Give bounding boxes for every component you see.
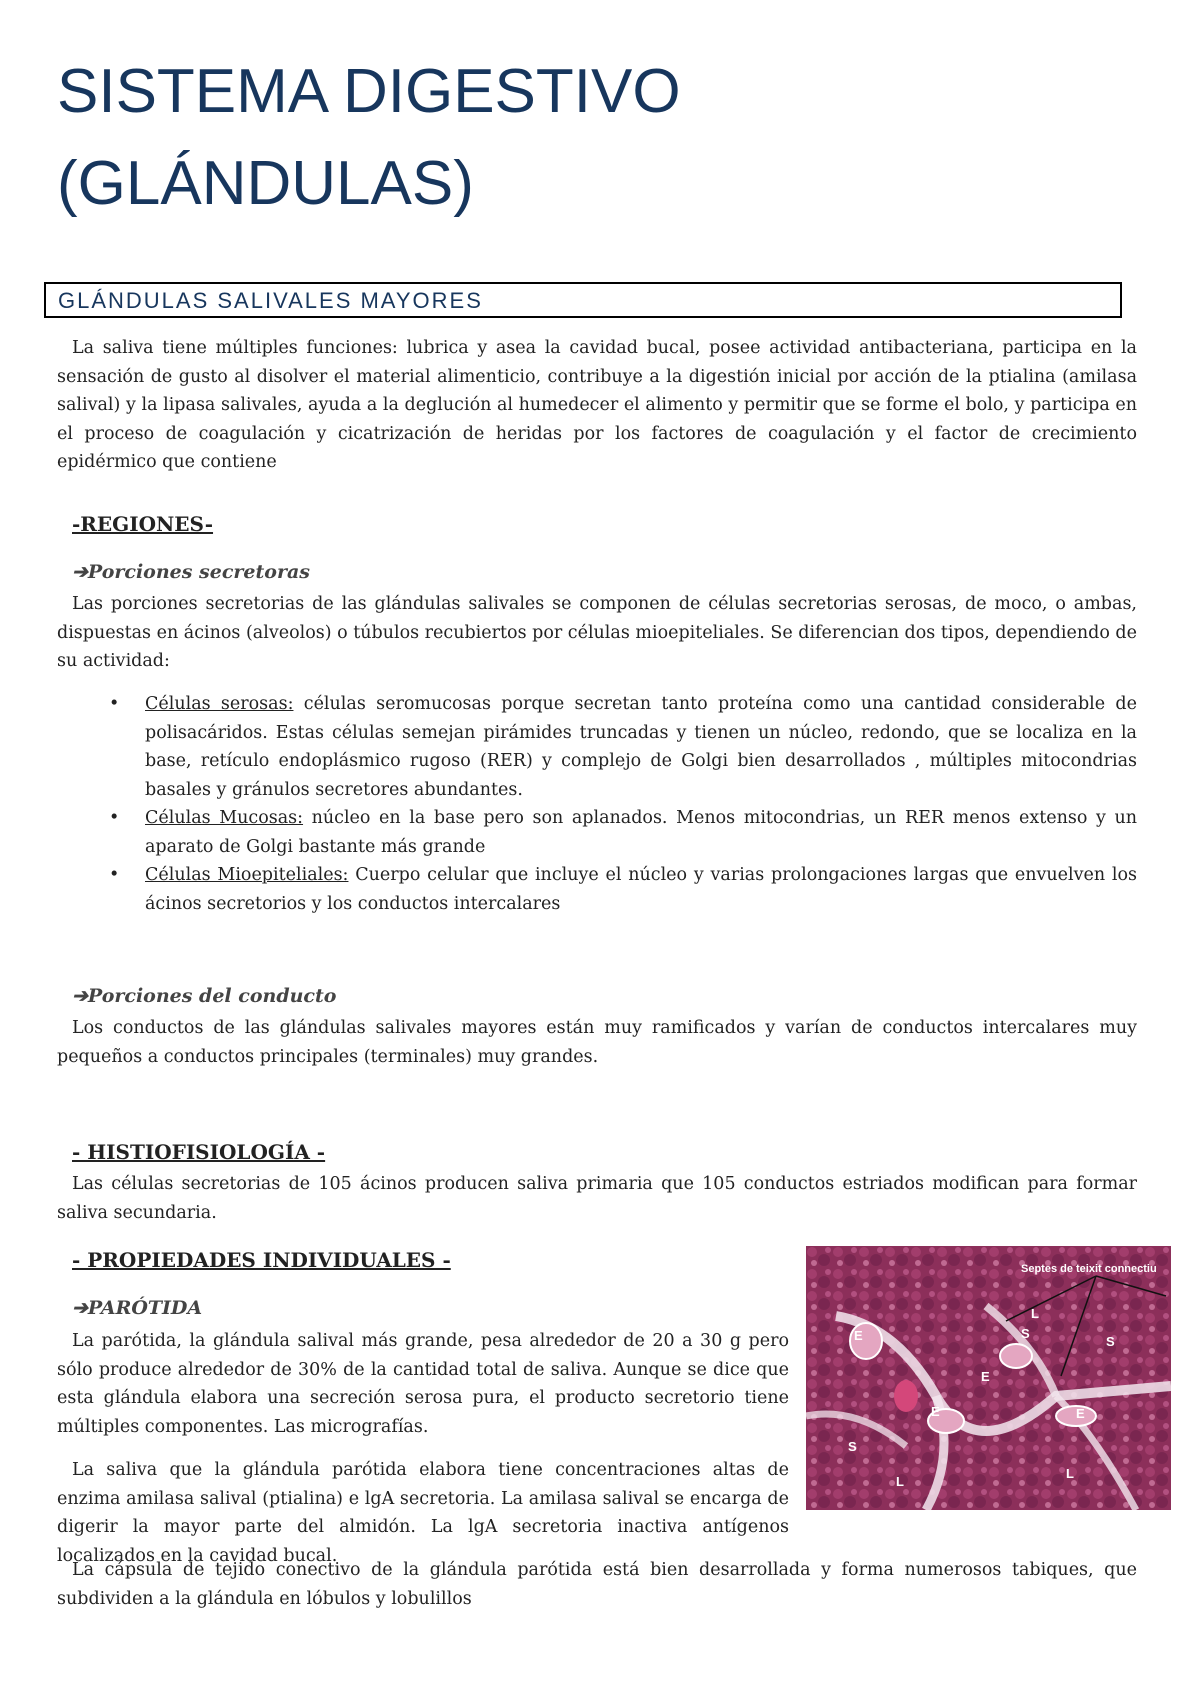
parotida-paragraph-3: La cápsula de tejido conectivo de la glándula parótida está bien desarrollada y forma numerosos tabiques, que subdividen a la glándula en lóbulos y lobulillos (57, 1560, 1137, 1609)
parotida-subheading-text: PARÓTIDA (87, 1297, 203, 1319)
intro-paragraph-block (57, 334, 1137, 477)
histiofisiologia-heading: - HISTIOFISIOLOGÍA - (72, 1140, 326, 1164)
figure-label: E (981, 1369, 990, 1384)
title-line-1: SISTEMA DIGESTIVO (57, 57, 681, 126)
cell-types-list (57, 690, 1137, 918)
parotida-paragraph-2: La saliva que la glándula parótida elabora tiene concentraciones altas de enzima amilasa salival (ptialina) e lgA secretoria. La amilasa salival se encarga de digerir la mayor parte del almidón. La lgA secretoria inactiva antígenos localizados en la cavidad bucal. (57, 1460, 789, 1566)
histiofisiologia-paragraph-block (57, 1170, 1137, 1227)
parotida-paragraph-1-block (57, 1327, 789, 1441)
figure-label: L (1066, 1466, 1074, 1481)
figure-label: S (1106, 1334, 1115, 1349)
list-item-term: Células Mioepiteliales: (145, 865, 349, 885)
figure-caption: Septes de teixit connectiu (1021, 1263, 1157, 1275)
parotida-paragraph-1: La parótida, la glándula salival más grande, pesa alrededor de 20 a 30 g pero sólo produce alrededor de 30% de la cantidad total de saliva. Aunque se dice que esta glándula elabora una secreción serosa pura, el producto secretorio tiene múltiples componentes. Las micrografías. (57, 1331, 789, 1437)
conducto-subheading-text: Porciones del conducto (87, 985, 337, 1007)
histology-micrograph (806, 1246, 1171, 1510)
intro-paragraph: La saliva tiene múltiples funciones: lubrica y asea la cavidad bucal, posee actividad antibacteriana, participa en la sensación de gusto al disolver el material alimenticio, contribuye a la digestión inicial por acción de la ptialina (amilasa salival) y la lipasa salivales, ayuda a la deglución al humedecer el alimento y permitir que se forme el bolo, y participa en el proceso de coagulación y cicatrización de heridas por los factores de coagulación y el factor de crecimiento epidérmico que contiene (57, 338, 1137, 472)
title-line-2: (GLÁNDULAS) (57, 149, 474, 218)
section-header-box (44, 282, 1122, 318)
propiedades-heading: - PROPIEDADES INDIVIDUALES - (72, 1248, 451, 1272)
duct-lumen (894, 1380, 918, 1412)
parotida-paragraph-3-block (57, 1556, 1137, 1613)
list-item-term: Células Mucosas: (145, 808, 304, 828)
figure-label: E (931, 1404, 940, 1419)
secretoras-subheading (72, 561, 310, 583)
arrow-icon: ➔ (72, 1297, 88, 1319)
conducto-subheading (72, 985, 336, 1007)
arrow-icon: ➔ (72, 985, 88, 1007)
regiones-heading: -REGIONES- (72, 512, 214, 536)
list-item (109, 690, 1137, 804)
bullet-icon: • (109, 865, 120, 885)
figure-label: L (896, 1474, 904, 1489)
bullet-icon: • (109, 808, 120, 828)
figure-label: S (1021, 1326, 1030, 1341)
figure-label: L (1031, 1306, 1039, 1321)
arrow-icon: ➔ (72, 561, 88, 583)
list-item-term: Células serosas: (145, 694, 294, 714)
list-item (109, 804, 1137, 861)
list-item-text: células seromucosas porque secretan tanto proteína como una cantidad considerable de polisacáridos. Estas células semejan pirámides truncadas y tienen un núcleo, redondo, que se localiza en la base, retículo endoplásmico rugoso (RER) y complejo de Golgi bien desarrollados , múltiples mitocondrias basales y gránulos secretores abundantes. (145, 694, 1137, 800)
list-item-text: núcleo en la base pero son aplanados. Menos mitocondrias, un RER menos extenso y un aparato de Golgi bastante más grande (145, 808, 1137, 857)
secretoras-paragraph-block (57, 590, 1137, 676)
duct (1000, 1344, 1032, 1368)
page-title (57, 46, 681, 230)
micrograph-image (806, 1246, 1171, 1510)
section-header: GLÁNDULAS SALIVALES MAYORES (58, 288, 483, 313)
figure-label: S (848, 1439, 857, 1454)
cell-types-list-block (57, 690, 1137, 918)
conducto-paragraph: Los conductos de las glándulas salivales mayores están muy ramificados y varían de conductos intercalares muy pequeños a conductos principales (terminales) muy grandes. (57, 1018, 1137, 1067)
parotida-subheading (72, 1297, 202, 1319)
conducto-paragraph-block (57, 1014, 1137, 1071)
parotida-paragraph-2-wrapped (57, 1456, 789, 1570)
secretoras-paragraph: Las porciones secretorias de las glándulas salivales se componen de células secretorias serosas, de moco, o ambas, dispuestas en ácinos (alveolos) o túbulos recubiertos por células mioepiteliales. Se diferencian dos tipos, dependiendo de su actividad: (57, 594, 1137, 671)
list-item (109, 861, 1137, 918)
figure-label: E (854, 1328, 863, 1343)
bullet-icon: • (109, 694, 120, 714)
list-item-text: Cuerpo celular que incluye el núcleo y varias prolongaciones largas que envuelven los ácinos secretorios y los conductos intercalares (145, 865, 1137, 914)
histiofisiologia-paragraph: Las células secretorias de 105 ácinos producen saliva primaria que 105 conductos estriados modifican para formar saliva secundaria. (57, 1174, 1137, 1223)
figure-label: E (1076, 1406, 1085, 1421)
secretoras-subheading-text: Porciones secretoras (87, 561, 310, 583)
